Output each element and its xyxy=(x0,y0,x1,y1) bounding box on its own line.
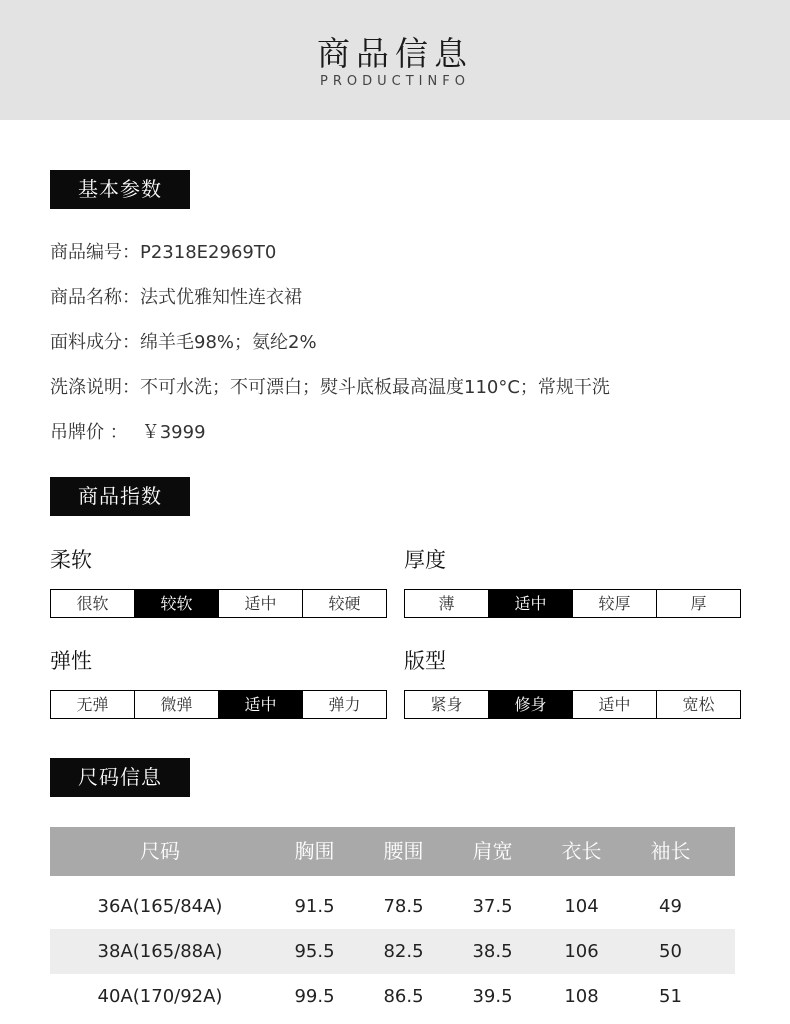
param-value: 法式优雅知性连衣裙 xyxy=(140,287,302,308)
index-title-softness: 柔软 xyxy=(50,548,92,572)
param-row-care xyxy=(50,373,610,399)
index-title-fit: 版型 xyxy=(404,649,446,673)
table-cell: 40A(170/92A) xyxy=(97,986,223,1007)
table-cell: 99.5 xyxy=(294,986,335,1007)
scale-option: 无弹 xyxy=(51,691,135,718)
header-cell-length: 衣长 xyxy=(561,839,602,863)
page-title: 商品信息 xyxy=(317,34,473,73)
header-cell-shoulder: 肩宽 xyxy=(472,839,513,863)
table-cell: 104 xyxy=(564,896,599,917)
scale-option: 薄 xyxy=(405,590,489,617)
table-cell: 39.5 xyxy=(472,986,513,1007)
scale-option: 弹力 xyxy=(328,695,361,714)
param-label: 商品名称： xyxy=(50,287,140,308)
softness-scale xyxy=(50,589,387,618)
param-label: 洗涤说明： xyxy=(50,377,140,398)
table-cell: 38A(165/88A) xyxy=(97,941,223,962)
table-cell: 38.5 xyxy=(472,941,513,962)
table-cell: 36A(165/84A) xyxy=(97,896,223,917)
table-cell: 51 xyxy=(659,986,682,1007)
page-subtitle: PRODUCTINFO xyxy=(320,74,470,89)
table-cell: 50 xyxy=(659,941,682,962)
param-value: ￥3999 xyxy=(141,422,206,443)
scale-option: 适中 xyxy=(219,590,303,617)
param-row-material xyxy=(50,328,317,354)
thickness-scale xyxy=(404,589,741,618)
scale-option: 宽松 xyxy=(682,695,715,714)
scale-option: 较软 xyxy=(135,590,219,617)
table-cell: 86.5 xyxy=(383,986,424,1007)
header-banner xyxy=(0,0,790,120)
fit-scale xyxy=(404,690,741,719)
table-cell: 37.5 xyxy=(472,896,513,917)
scale-option: 较厚 xyxy=(573,590,657,617)
scale-option: 很软 xyxy=(51,590,135,617)
scale-option: 修身 xyxy=(489,691,573,718)
param-value: 不可水洗；不可漂白；熨斗底板最高温度110°C；常规干洗 xyxy=(140,377,610,398)
scale-option: 微弹 xyxy=(135,691,219,718)
table-cell: 108 xyxy=(564,986,599,1007)
param-value: 绵羊毛98%；氨纶2% xyxy=(140,332,317,353)
elasticity-scale xyxy=(50,690,387,719)
table-row xyxy=(50,884,735,929)
table-cell: 91.5 xyxy=(294,896,335,917)
table-cell: 78.5 xyxy=(383,896,424,917)
section-tag-size: 尺码信息 xyxy=(50,758,190,797)
scale-option: 适中 xyxy=(573,691,657,718)
header-cell-chest: 胸围 xyxy=(294,839,335,863)
scale-option: 紧身 xyxy=(405,691,489,718)
scale-option: 适中 xyxy=(219,691,303,718)
param-label: 吊牌价 ： xyxy=(50,422,128,443)
table-cell: 106 xyxy=(564,941,599,962)
header-cell-sleeve: 袖长 xyxy=(650,839,691,863)
table-cell: 49 xyxy=(659,896,682,917)
section-tag-index: 商品指数 xyxy=(50,477,190,516)
table-cell: 82.5 xyxy=(383,941,424,962)
scale-option: 厚 xyxy=(690,594,707,613)
scale-option: 较硬 xyxy=(328,594,361,613)
header-cell-size: 尺码 xyxy=(140,839,180,863)
table-row xyxy=(50,929,735,974)
header-cell-waist: 腰围 xyxy=(383,839,424,863)
index-title-thickness: 厚度 xyxy=(404,548,446,572)
scale-option: 适中 xyxy=(489,590,573,617)
param-row-price xyxy=(50,418,206,444)
param-row-code xyxy=(50,238,276,264)
param-row-name xyxy=(50,283,302,309)
param-value: P2318E2969T0 xyxy=(140,242,277,263)
size-table-header xyxy=(50,827,735,876)
size-table xyxy=(50,827,735,1019)
param-label: 面料成分： xyxy=(50,332,140,353)
section-tag-basic: 基本参数 xyxy=(50,170,190,209)
index-title-elasticity: 弹性 xyxy=(50,649,92,673)
table-row xyxy=(50,974,735,1019)
table-cell: 95.5 xyxy=(294,941,335,962)
param-label: 商品编号： xyxy=(50,242,140,263)
